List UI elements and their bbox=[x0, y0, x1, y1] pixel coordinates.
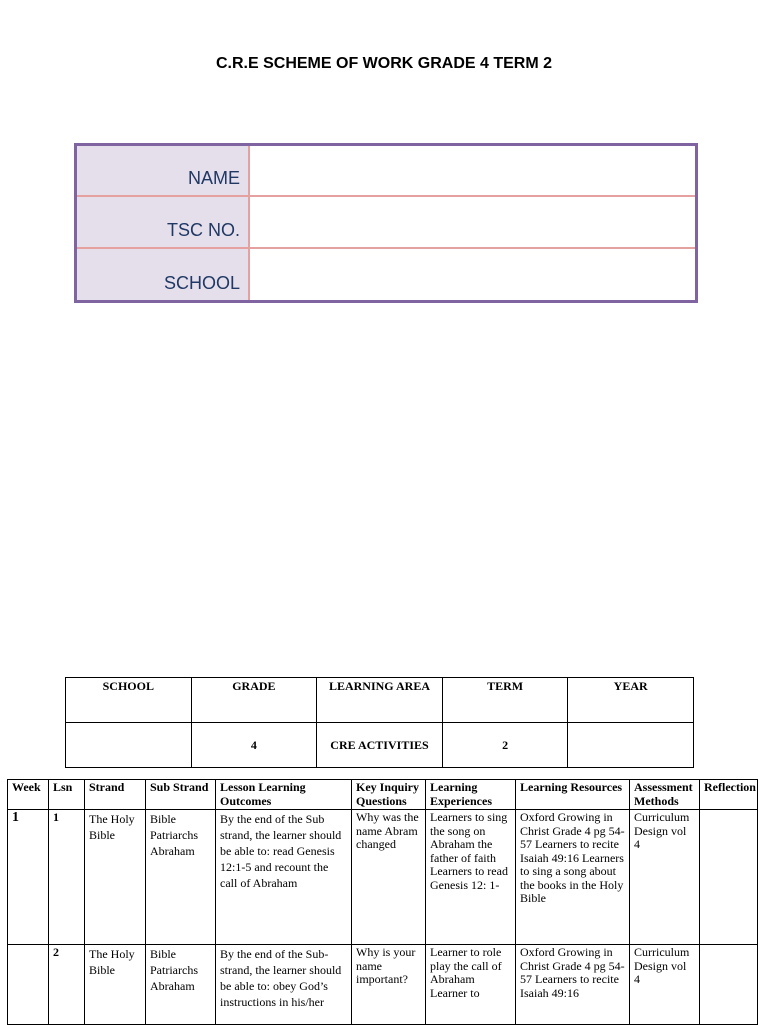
summary-header-term: TERM bbox=[442, 678, 568, 723]
cell-lsn: 1 bbox=[49, 810, 85, 945]
cell-reflection bbox=[700, 810, 758, 945]
cell-resources: Oxford Growing in Christ Grade 4 pg 54-57 Learners to recite Isaiah 49:16 Learners to sing a song about the books in the Holy Bible bbox=[516, 810, 630, 945]
school-label: SCHOOL bbox=[77, 249, 250, 300]
cell-outcome: By the end of the Sub strand, the learner should be able to: read Genesis 12:1-5 and recount the call of Abraham bbox=[216, 810, 352, 945]
tsc-field[interactable] bbox=[250, 197, 695, 248]
header-resources: Learning Resources bbox=[516, 780, 630, 810]
summary-header-school: SCHOOL bbox=[66, 678, 192, 723]
cell-resources: Oxford Growing in Christ Grade 4 pg 54-57 Learners to recite Isaiah 49:16 bbox=[516, 945, 630, 1025]
cell-sub-strand: Bible Patriarchs Abraham bbox=[146, 810, 216, 945]
header-reflection: Reflection bbox=[700, 780, 758, 810]
summary-value-grade: 4 bbox=[191, 723, 317, 768]
cell-outcome: By the end of the Sub-strand, the learner should be able to: obey God’s instructions in his/her bbox=[216, 945, 352, 1025]
header-lsn: Lsn bbox=[49, 780, 85, 810]
summary-value-row bbox=[66, 723, 694, 768]
scheme-table bbox=[7, 779, 758, 1025]
cell-lsn: 2 bbox=[49, 945, 85, 1025]
summary-header-row bbox=[66, 678, 694, 723]
document-title: C.R.E SCHEME OF WORK GRADE 4 TERM 2 bbox=[215, 55, 553, 72]
name-label: NAME bbox=[77, 146, 250, 197]
header-experiences: Learning Experiences bbox=[426, 780, 516, 810]
header-sub-strand: Sub Strand bbox=[146, 780, 216, 810]
name-field[interactable] bbox=[250, 146, 695, 197]
cell-sub-strand: Bible Patriarchs Abraham bbox=[146, 945, 216, 1025]
header-outcomes: Lesson Learning Outcomes bbox=[216, 780, 352, 810]
header-inquiry: Key Inquiry Questions bbox=[352, 780, 426, 810]
cell-strand: The Holy Bible bbox=[85, 810, 146, 945]
cell-week bbox=[8, 945, 49, 1025]
scheme-header-row bbox=[8, 780, 758, 810]
summary-value-learning-area: CRE ACTIVITIES bbox=[317, 723, 443, 768]
cell-inquiry: Why is your name important? bbox=[352, 945, 426, 1025]
summary-header-learning-area: LEARNING AREA bbox=[317, 678, 443, 723]
cell-week: 1 bbox=[8, 810, 49, 945]
summary-header-year: YEAR bbox=[568, 678, 694, 723]
summary-value-year bbox=[568, 723, 694, 768]
cell-assessment: Curriculum Design vol 4 bbox=[630, 810, 700, 945]
header-assessment: Assessment Methods bbox=[630, 780, 700, 810]
cell-experiences: Learner to role play the call of Abraham Learner to bbox=[426, 945, 516, 1025]
tsc-label: TSC NO. bbox=[77, 197, 250, 248]
cell-inquiry: Why was the name Abram changed bbox=[352, 810, 426, 945]
school-field[interactable] bbox=[250, 249, 695, 300]
header-strand: Strand bbox=[85, 780, 146, 810]
summary-table bbox=[65, 677, 694, 768]
header-week: Week bbox=[8, 780, 49, 810]
cell-reflection bbox=[700, 945, 758, 1025]
cell-strand: The Holy Bible bbox=[85, 945, 146, 1025]
cell-assessment: Curriculum Design vol 4 bbox=[630, 945, 700, 1025]
teacher-info-box bbox=[74, 143, 698, 303]
summary-value-school bbox=[66, 723, 192, 768]
summary-header-grade: GRADE bbox=[191, 678, 317, 723]
table-row bbox=[8, 945, 758, 1025]
cell-experiences: Learners to sing the song on Abraham the father of faith Learners to read Genesis 12: 1- bbox=[426, 810, 516, 945]
table-row bbox=[8, 810, 758, 945]
summary-value-term: 2 bbox=[442, 723, 568, 768]
